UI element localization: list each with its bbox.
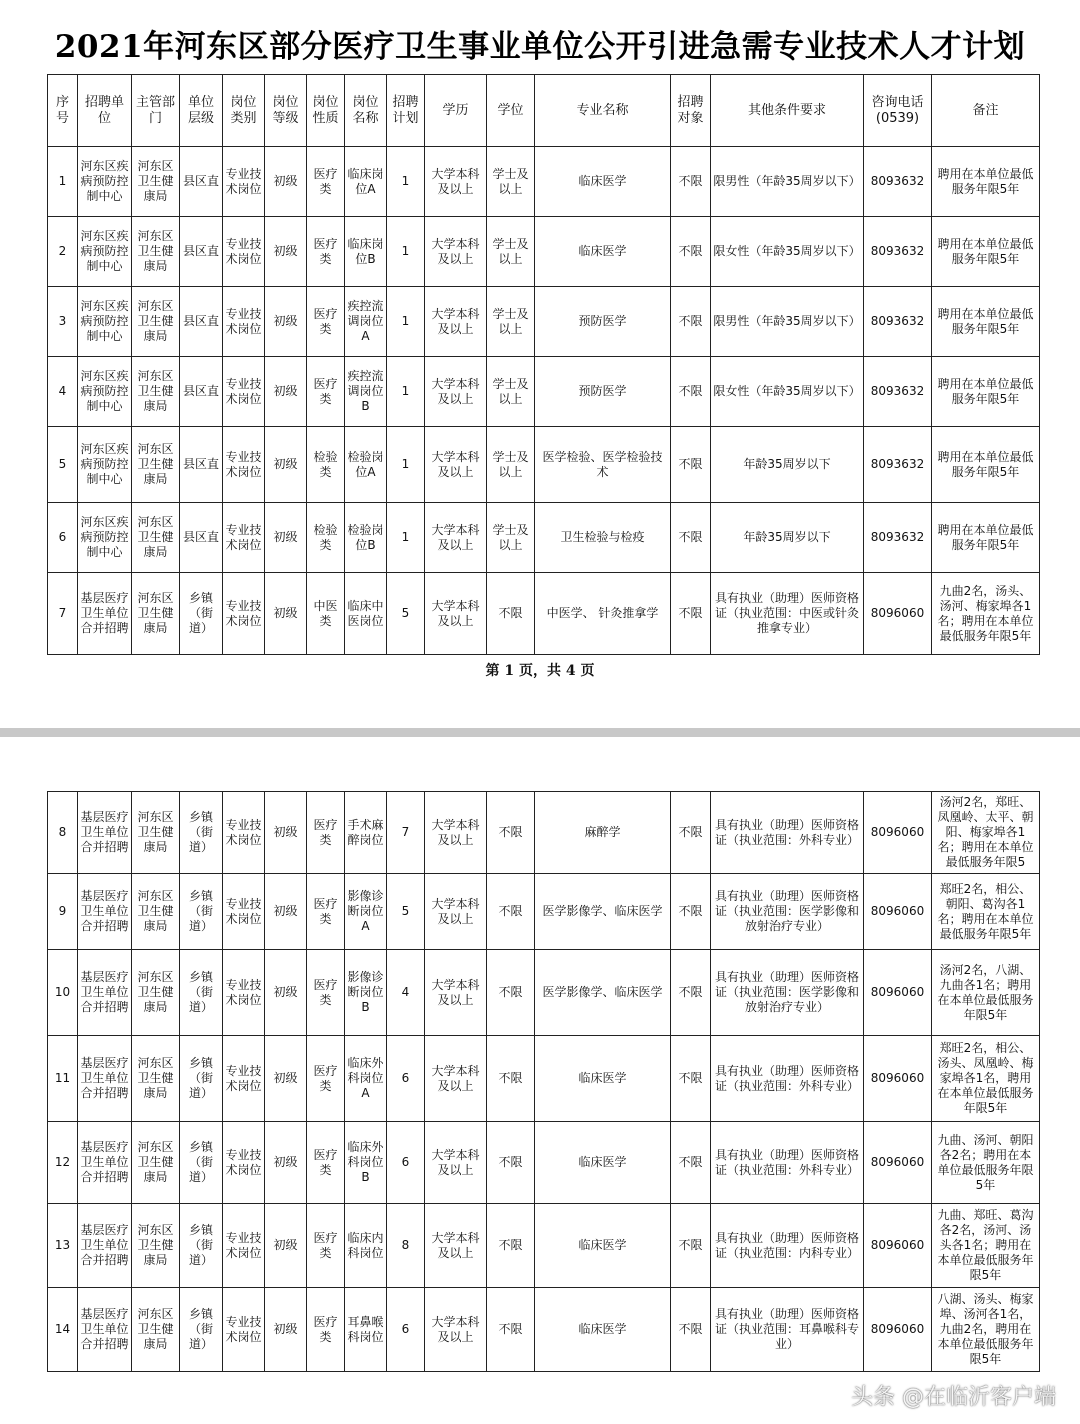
cell-plan: 4 bbox=[387, 950, 425, 1036]
header-category: 岗位类别 bbox=[223, 75, 265, 147]
cell-target: 不限 bbox=[671, 950, 711, 1036]
cell-grade: 初级 bbox=[265, 1204, 307, 1288]
cell-degree: 不限 bbox=[487, 1204, 535, 1288]
cell-grade: 初级 bbox=[265, 573, 307, 655]
cell-post: 临床中医岗位 bbox=[345, 573, 387, 655]
cell-target: 不限 bbox=[671, 792, 711, 874]
cell-category: 专业技术岗位 bbox=[223, 503, 265, 573]
cell-unit: 河东区疾病预防控制中心 bbox=[78, 217, 132, 287]
cell-level: 乡镇（街道） bbox=[180, 792, 223, 874]
cell-target: 不限 bbox=[671, 427, 711, 503]
cell-education: 大学本科及以上 bbox=[425, 503, 487, 573]
cell-dept: 河东区卫生健康局 bbox=[132, 503, 180, 573]
cell-level: 县区直 bbox=[180, 427, 223, 503]
cell-major: 麻醉学 bbox=[535, 792, 671, 874]
cell-level: 乡镇（街道） bbox=[180, 1036, 223, 1122]
cell-degree: 不限 bbox=[487, 1122, 535, 1204]
cell-category: 专业技术岗位 bbox=[223, 1288, 265, 1372]
cell-education: 大学本科及以上 bbox=[425, 287, 487, 357]
cell-dept: 河东区卫生健康局 bbox=[132, 357, 180, 427]
cell-target: 不限 bbox=[671, 217, 711, 287]
cell-category: 专业技术岗位 bbox=[223, 427, 265, 503]
cell-post: 检验岗位B bbox=[345, 503, 387, 573]
table-row bbox=[48, 573, 1040, 655]
cell-grade: 初级 bbox=[265, 874, 307, 950]
cell-grade: 初级 bbox=[265, 427, 307, 503]
cell-no: 9 bbox=[48, 874, 78, 950]
cell-unit: 河东区疾病预防控制中心 bbox=[78, 147, 132, 217]
cell-education: 大学本科及以上 bbox=[425, 217, 487, 287]
cell-level: 乡镇（街道） bbox=[180, 573, 223, 655]
table-row bbox=[48, 1122, 1040, 1204]
cell-post: 临床内科岗位 bbox=[345, 1204, 387, 1288]
cell-dept: 河东区卫生健康局 bbox=[132, 1036, 180, 1122]
cell-plan: 8 bbox=[387, 1204, 425, 1288]
cell-conditions: 具有执业（助理）医师资格证（执业范围：医学影像和放射治疗专业） bbox=[711, 874, 864, 950]
cell-target: 不限 bbox=[671, 287, 711, 357]
cell-notes: 九曲、郑旺、葛沟各2名，汤河、汤头各1名；聘用在本单位最低服务年限5年 bbox=[932, 1204, 1040, 1288]
cell-degree: 学士及以上 bbox=[487, 357, 535, 427]
cell-target: 不限 bbox=[671, 1036, 711, 1122]
cell-phone: 8093632 bbox=[864, 147, 932, 217]
cell-plan: 6 bbox=[387, 1288, 425, 1372]
header-phone: 咨询电话(0539) bbox=[864, 75, 932, 147]
cell-dept: 河东区卫生健康局 bbox=[132, 287, 180, 357]
cell-no: 1 bbox=[48, 147, 78, 217]
cell-no: 6 bbox=[48, 503, 78, 573]
cell-level: 县区直 bbox=[180, 147, 223, 217]
cell-education: 大学本科及以上 bbox=[425, 1036, 487, 1122]
cell-degree: 学士及以上 bbox=[487, 287, 535, 357]
cell-nature: 医疗类 bbox=[307, 287, 345, 357]
header-grade: 岗位等级 bbox=[265, 75, 307, 147]
cell-unit: 河东区疾病预防控制中心 bbox=[78, 357, 132, 427]
cell-no: 3 bbox=[48, 287, 78, 357]
cell-nature: 医疗类 bbox=[307, 1122, 345, 1204]
cell-major: 中医学、 针灸推拿学 bbox=[535, 573, 671, 655]
cell-phone: 8096060 bbox=[864, 1036, 932, 1122]
cell-dept: 河东区卫生健康局 bbox=[132, 427, 180, 503]
cell-major: 卫生检验与检疫 bbox=[535, 503, 671, 573]
cell-education: 大学本科及以上 bbox=[425, 792, 487, 874]
header-plan: 招聘计划 bbox=[387, 75, 425, 147]
cell-dept: 河东区卫生健康局 bbox=[132, 1288, 180, 1372]
cell-plan: 6 bbox=[387, 1036, 425, 1122]
cell-level: 乡镇（街道） bbox=[180, 1204, 223, 1288]
cell-target: 不限 bbox=[671, 503, 711, 573]
recruitment-table-page-2 bbox=[47, 791, 1040, 1372]
cell-education: 大学本科及以上 bbox=[425, 874, 487, 950]
cell-conditions: 具有执业（助理）医师资格证（执业范围：耳鼻喉科专业） bbox=[711, 1288, 864, 1372]
cell-plan: 7 bbox=[387, 792, 425, 874]
cell-education: 大学本科及以上 bbox=[425, 573, 487, 655]
cell-category: 专业技术岗位 bbox=[223, 287, 265, 357]
header-degree: 学位 bbox=[487, 75, 535, 147]
cell-conditions: 具有执业（助理）医师资格证（执业范围：中医或针灸推拿专业） bbox=[711, 573, 864, 655]
cell-conditions: 限男性（年龄35周岁以下） bbox=[711, 287, 864, 357]
table-row bbox=[48, 950, 1040, 1036]
cell-degree: 不限 bbox=[487, 874, 535, 950]
cell-major: 临床医学 bbox=[535, 1036, 671, 1122]
cell-category: 专业技术岗位 bbox=[223, 573, 265, 655]
table-row bbox=[48, 1204, 1040, 1288]
header-post: 岗位名称 bbox=[345, 75, 387, 147]
cell-notes: 汤河2名，郑旺、凤凰岭、太平、朝阳、梅家埠各1名；聘用在本单位最低服务年限5 bbox=[932, 792, 1040, 874]
cell-level: 县区直 bbox=[180, 287, 223, 357]
cell-notes: 聘用在本单位最低服务年限5年 bbox=[932, 217, 1040, 287]
cell-dept: 河东区卫生健康局 bbox=[132, 950, 180, 1036]
cell-no: 5 bbox=[48, 427, 78, 503]
cell-post: 疾控流调岗位B bbox=[345, 357, 387, 427]
header-no: 序号 bbox=[48, 75, 78, 147]
cell-dept: 河东区卫生健康局 bbox=[132, 874, 180, 950]
header-nature: 岗位性质 bbox=[307, 75, 345, 147]
header-row bbox=[48, 75, 1040, 147]
page-separator bbox=[0, 728, 1080, 737]
cell-major: 医学影像学、临床医学 bbox=[535, 950, 671, 1036]
cell-plan: 1 bbox=[387, 427, 425, 503]
header-major: 专业名称 bbox=[535, 75, 671, 147]
page-title: 2021年河东区部分医疗卫生事业单位公开引进急需专业技术人才计划 bbox=[54, 29, 1026, 65]
table-row bbox=[48, 1288, 1040, 1372]
cell-conditions: 限男性（年龄35周岁以下） bbox=[711, 147, 864, 217]
cell-major: 临床医学 bbox=[535, 217, 671, 287]
cell-dept: 河东区卫生健康局 bbox=[132, 792, 180, 874]
table-row bbox=[48, 147, 1040, 217]
table-row bbox=[48, 792, 1040, 874]
cell-phone: 8093632 bbox=[864, 217, 932, 287]
cell-plan: 6 bbox=[387, 1122, 425, 1204]
cell-notes: 聘用在本单位最低服务年限5年 bbox=[932, 287, 1040, 357]
header-notes: 备注 bbox=[932, 75, 1040, 147]
recruitment-table-page-1 bbox=[47, 74, 1040, 655]
table-row bbox=[48, 357, 1040, 427]
cell-target: 不限 bbox=[671, 573, 711, 655]
cell-category: 专业技术岗位 bbox=[223, 1122, 265, 1204]
cell-phone: 8096060 bbox=[864, 792, 932, 874]
watermark: 头条 @在临沂客户端 bbox=[851, 1385, 1056, 1410]
cell-no: 7 bbox=[48, 573, 78, 655]
cell-phone: 8096060 bbox=[864, 1288, 932, 1372]
cell-notes: 八湖、汤头、梅家埠、汤河各1名，九曲2名，聘用在本单位最低服务年限5年 bbox=[932, 1288, 1040, 1372]
cell-conditions: 年龄35周岁以下 bbox=[711, 503, 864, 573]
cell-post: 影像诊断岗位A bbox=[345, 874, 387, 950]
cell-dept: 河东区卫生健康局 bbox=[132, 1122, 180, 1204]
cell-conditions: 具有执业（助理）医师资格证（执业范围：外科专业） bbox=[711, 1122, 864, 1204]
cell-phone: 8096060 bbox=[864, 874, 932, 950]
cell-major: 临床医学 bbox=[535, 1204, 671, 1288]
cell-grade: 初级 bbox=[265, 792, 307, 874]
table-row bbox=[48, 503, 1040, 573]
cell-education: 大学本科及以上 bbox=[425, 147, 487, 217]
cell-degree: 不限 bbox=[487, 792, 535, 874]
table-row bbox=[48, 217, 1040, 287]
cell-major: 医学影像学、临床医学 bbox=[535, 874, 671, 950]
cell-grade: 初级 bbox=[265, 357, 307, 427]
cell-unit: 基层医疗卫生单位合并招聘 bbox=[78, 1036, 132, 1122]
cell-unit: 河东区疾病预防控制中心 bbox=[78, 287, 132, 357]
cell-notes: 聘用在本单位最低服务年限5年 bbox=[932, 147, 1040, 217]
cell-major: 医学检验、医学检验技术 bbox=[535, 427, 671, 503]
cell-target: 不限 bbox=[671, 1204, 711, 1288]
cell-grade: 初级 bbox=[265, 217, 307, 287]
page-footer: 第 1 页，共 4 页 bbox=[485, 663, 595, 679]
cell-nature: 医疗类 bbox=[307, 950, 345, 1036]
cell-category: 专业技术岗位 bbox=[223, 147, 265, 217]
cell-grade: 初级 bbox=[265, 1288, 307, 1372]
cell-no: 11 bbox=[48, 1036, 78, 1122]
cell-major: 临床医学 bbox=[535, 147, 671, 217]
cell-category: 专业技术岗位 bbox=[223, 357, 265, 427]
cell-notes: 郑旺2名，相公、汤头、凤凰岭、梅家埠各1名，聘用在本单位最低服务年限5年 bbox=[932, 1036, 1040, 1122]
header-unit: 招聘单位 bbox=[78, 75, 132, 147]
table-row bbox=[48, 287, 1040, 357]
cell-level: 乡镇（街道） bbox=[180, 1288, 223, 1372]
header-conditions: 其他条件要求 bbox=[711, 75, 864, 147]
cell-education: 大学本科及以上 bbox=[425, 950, 487, 1036]
cell-no: 13 bbox=[48, 1204, 78, 1288]
cell-dept: 河东区卫生健康局 bbox=[132, 147, 180, 217]
cell-category: 专业技术岗位 bbox=[223, 792, 265, 874]
cell-plan: 1 bbox=[387, 217, 425, 287]
cell-target: 不限 bbox=[671, 1122, 711, 1204]
cell-education: 大学本科及以上 bbox=[425, 357, 487, 427]
cell-notes: 汤河2名，八湖、九曲各1名；聘用在本单位最低服务年限5年 bbox=[932, 950, 1040, 1036]
cell-conditions: 年龄35周岁以下 bbox=[711, 427, 864, 503]
cell-unit: 基层医疗卫生单位合并招聘 bbox=[78, 1122, 132, 1204]
cell-notes: 九曲、汤河、朝阳各2名；聘用在本单位最低服务年限5年 bbox=[932, 1122, 1040, 1204]
table-row bbox=[48, 427, 1040, 503]
cell-degree: 不限 bbox=[487, 1036, 535, 1122]
cell-dept: 河东区卫生健康局 bbox=[132, 1204, 180, 1288]
cell-nature: 中医类 bbox=[307, 573, 345, 655]
cell-grade: 初级 bbox=[265, 503, 307, 573]
cell-notes: 聘用在本单位最低服务年限5年 bbox=[932, 503, 1040, 573]
cell-notes: 聘用在本单位最低服务年限5年 bbox=[932, 357, 1040, 427]
cell-category: 专业技术岗位 bbox=[223, 1036, 265, 1122]
cell-no: 2 bbox=[48, 217, 78, 287]
cell-nature: 医疗类 bbox=[307, 874, 345, 950]
table-row bbox=[48, 1036, 1040, 1122]
cell-conditions: 具有执业（助理）医师资格证（执业范围：内科专业） bbox=[711, 1204, 864, 1288]
cell-phone: 8093632 bbox=[864, 427, 932, 503]
header-target: 招聘对象 bbox=[671, 75, 711, 147]
cell-target: 不限 bbox=[671, 147, 711, 217]
cell-post: 影像诊断岗位B bbox=[345, 950, 387, 1036]
cell-no: 10 bbox=[48, 950, 78, 1036]
cell-nature: 医疗类 bbox=[307, 1288, 345, 1372]
cell-phone: 8093632 bbox=[864, 503, 932, 573]
cell-category: 专业技术岗位 bbox=[223, 1204, 265, 1288]
cell-plan: 1 bbox=[387, 147, 425, 217]
cell-unit: 河东区疾病预防控制中心 bbox=[78, 503, 132, 573]
cell-grade: 初级 bbox=[265, 1036, 307, 1122]
cell-post: 临床岗位A bbox=[345, 147, 387, 217]
cell-grade: 初级 bbox=[265, 950, 307, 1036]
cell-conditions: 具有执业（助理）医师资格证（执业范围：外科专业） bbox=[711, 1036, 864, 1122]
cell-nature: 医疗类 bbox=[307, 147, 345, 217]
cell-nature: 医疗类 bbox=[307, 217, 345, 287]
cell-no: 14 bbox=[48, 1288, 78, 1372]
cell-degree: 不限 bbox=[487, 573, 535, 655]
cell-plan: 5 bbox=[387, 573, 425, 655]
cell-post: 手术麻醉岗位 bbox=[345, 792, 387, 874]
cell-category: 专业技术岗位 bbox=[223, 217, 265, 287]
cell-unit: 基层医疗卫生单位合并招聘 bbox=[78, 1204, 132, 1288]
cell-category: 专业技术岗位 bbox=[223, 950, 265, 1036]
cell-degree: 学士及以上 bbox=[487, 503, 535, 573]
cell-nature: 医疗类 bbox=[307, 357, 345, 427]
cell-level: 县区直 bbox=[180, 217, 223, 287]
cell-notes: 聘用在本单位最低服务年限5年 bbox=[932, 427, 1040, 503]
cell-phone: 8096060 bbox=[864, 1122, 932, 1204]
cell-education: 大学本科及以上 bbox=[425, 1288, 487, 1372]
cell-no: 4 bbox=[48, 357, 78, 427]
cell-target: 不限 bbox=[671, 1288, 711, 1372]
cell-degree: 学士及以上 bbox=[487, 427, 535, 503]
cell-post: 耳鼻喉科岗位 bbox=[345, 1288, 387, 1372]
cell-post: 临床外科岗位B bbox=[345, 1122, 387, 1204]
cell-level: 乡镇（街道） bbox=[180, 874, 223, 950]
cell-grade: 初级 bbox=[265, 1122, 307, 1204]
cell-nature: 医疗类 bbox=[307, 1204, 345, 1288]
header-dept: 主管部门 bbox=[132, 75, 180, 147]
cell-phone: 8096060 bbox=[864, 573, 932, 655]
cell-conditions: 具有执业（助理）医师资格证（执业范围：外科专业） bbox=[711, 792, 864, 874]
cell-education: 大学本科及以上 bbox=[425, 1122, 487, 1204]
cell-plan: 1 bbox=[387, 357, 425, 427]
cell-phone: 8096060 bbox=[864, 950, 932, 1036]
cell-degree: 学士及以上 bbox=[487, 217, 535, 287]
cell-phone: 8093632 bbox=[864, 287, 932, 357]
cell-plan: 1 bbox=[387, 287, 425, 357]
cell-major: 临床医学 bbox=[535, 1122, 671, 1204]
cell-phone: 8096060 bbox=[864, 1204, 932, 1288]
cell-level: 县区直 bbox=[180, 503, 223, 573]
cell-post: 临床岗位B bbox=[345, 217, 387, 287]
cell-degree: 不限 bbox=[487, 1288, 535, 1372]
cell-major: 预防医学 bbox=[535, 357, 671, 427]
cell-degree: 学士及以上 bbox=[487, 147, 535, 217]
cell-nature: 医疗类 bbox=[307, 1036, 345, 1122]
cell-dept: 河东区卫生健康局 bbox=[132, 573, 180, 655]
cell-level: 乡镇（街道） bbox=[180, 950, 223, 1036]
table-row bbox=[48, 874, 1040, 950]
cell-unit: 基层医疗卫生单位合并招聘 bbox=[78, 1288, 132, 1372]
cell-target: 不限 bbox=[671, 874, 711, 950]
cell-post: 临床外科岗位A bbox=[345, 1036, 387, 1122]
cell-education: 大学本科及以上 bbox=[425, 1204, 487, 1288]
cell-post: 疾控流调岗位A bbox=[345, 287, 387, 357]
cell-plan: 1 bbox=[387, 503, 425, 573]
cell-unit: 河东区疾病预防控制中心 bbox=[78, 427, 132, 503]
cell-major: 临床医学 bbox=[535, 1288, 671, 1372]
header-level: 单位层级 bbox=[180, 75, 223, 147]
cell-degree: 不限 bbox=[487, 950, 535, 1036]
cell-grade: 初级 bbox=[265, 287, 307, 357]
cell-category: 专业技术岗位 bbox=[223, 874, 265, 950]
cell-nature: 检验类 bbox=[307, 427, 345, 503]
cell-no: 12 bbox=[48, 1122, 78, 1204]
cell-unit: 基层医疗卫生单位合并招聘 bbox=[78, 573, 132, 655]
cell-phone: 8093632 bbox=[864, 357, 932, 427]
cell-unit: 基层医疗卫生单位合并招聘 bbox=[78, 792, 132, 874]
cell-education: 大学本科及以上 bbox=[425, 427, 487, 503]
cell-conditions: 限女性（年龄35周岁以下） bbox=[711, 217, 864, 287]
cell-notes: 郑旺2名，相公、朝阳、葛沟各1名；聘用在本单位最低服务年限5年 bbox=[932, 874, 1040, 950]
cell-target: 不限 bbox=[671, 357, 711, 427]
cell-dept: 河东区卫生健康局 bbox=[132, 217, 180, 287]
cell-grade: 初级 bbox=[265, 147, 307, 217]
cell-plan: 5 bbox=[387, 874, 425, 950]
cell-level: 乡镇（街道） bbox=[180, 1122, 223, 1204]
cell-unit: 基层医疗卫生单位合并招聘 bbox=[78, 950, 132, 1036]
cell-nature: 医疗类 bbox=[307, 792, 345, 874]
cell-post: 检验岗位A bbox=[345, 427, 387, 503]
cell-conditions: 限女性（年龄35周岁以下） bbox=[711, 357, 864, 427]
cell-nature: 检验类 bbox=[307, 503, 345, 573]
cell-unit: 基层医疗卫生单位合并招聘 bbox=[78, 874, 132, 950]
cell-conditions: 具有执业（助理）医师资格证（执业范围：医学影像和放射治疗专业） bbox=[711, 950, 864, 1036]
cell-level: 县区直 bbox=[180, 357, 223, 427]
cell-notes: 九曲2名，汤头、汤河、梅家埠各1名；聘用在本单位最低服务年限5年 bbox=[932, 573, 1040, 655]
cell-no: 8 bbox=[48, 792, 78, 874]
header-education: 学历 bbox=[425, 75, 487, 147]
cell-major: 预防医学 bbox=[535, 287, 671, 357]
